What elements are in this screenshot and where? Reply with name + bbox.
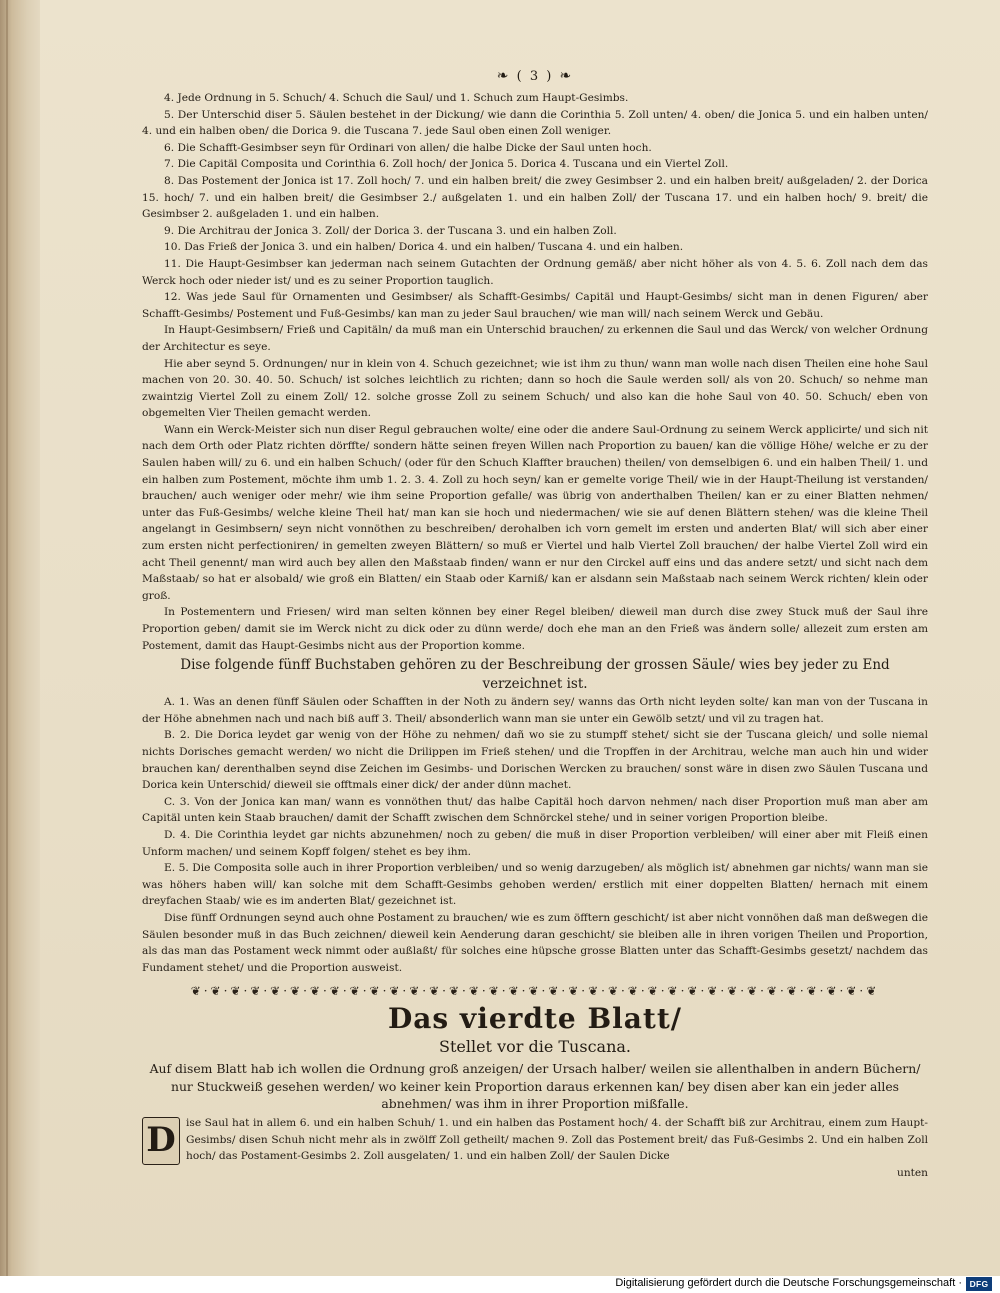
dropcap-body: ise Saul hat in allem 6. und ein halben Schuh/ 1. und ein halben das Postament hoch/ 4. der Schafft biß zur Architrau, einem zum Haupt-Gesimbs/ disen Schuh nicht mehr als in zwölff Zoll getheilt/ machen 9. Zoll das Postement breit/ das Fuß-Gesimbs 2. Und ein halben Zoll hoch/ das Postament-Gesimbs 2. Zoll ausgelaten/ 1. und ein halben Zoll/ der Saulen Dicke [186,1117,928,1163]
rule-paragraph: 9. Die Architrau der Jonica 3. Zoll/ der Dorica 3. der Tuscana 3. und ein halben Zoll. [164,224,617,237]
letters-heading: Dise folgende fünff Buchstaben gehören zu der Beschreibung der grossen Säule/ wies bey jeder zu End verzeichnet ist. [180,657,890,693]
page-text [142,62,928,1181]
dropcap-paragraph [142,1115,928,1165]
rule-paragraph: 11. Die Haupt-Gesimbser kan jederman nach seinem Gutachten der Ordnung gemäß/ aber nicht höher als von 4. 5. 6. Zoll nach dem das Werck hoch oder nieder ist/ und es zu seiner Proportion tauglich. [142,257,928,287]
rule-paragraph: 12. Was jede Saul für Ornamenten und Gesimbser/ als Schafft-Gesimbs/ Capitäl und Haupt-Gesimbs/ sicht man in denen Figuren/ aber Schafft-Gesimbs/ Postement und Fuß-Gesimbs/ kan man zu jeder Saul brauchen/ wie man will/ nach seinem Werck und Gebäu. [142,291,928,320]
letter-note: B. 2. Die Dorica leydet gar wenig von der Höhe zu nehmen/ dañ wo sie zu stumpff stehet/ sicht sie der Tuscana gleich/ und solle niemal nichts Dorisches gemacht werden/ wo nicht die Drilippen im Frieß stehen/ und die Tropffen in der Architrau, welche man auch hin und wider brauchen kan/ derenthalben seynd dise Zeichen im Gesimbs- und Dorischen Wercken zu brauchen/ sonst wäre in disen zwo Säulen Tuscana und Dorica kein Unterschid/ dieweil sie offtmals einer dick/ der ander dünn machet. [142,729,928,792]
rule-paragraph: In Haupt-Gesimbsern/ Frieß und Capitäln/ da muß man ein Unterschid brauchen/ zu erkennen die Saul und das Werck/ von welcher Ordnung der Architectur es seye. [142,324,928,353]
folio-ornament-left-icon: ❧ [496,68,511,84]
numbered-rules [142,90,928,654]
letter-note: C. 3. Von der Jonica kan man/ wann es vonnöthen thut/ das halbe Capitäl hoch darvon nehmen/ nach diser Proportion muß man aber am Capitäl unten kein Staab brauchen/ damit der Schafft zwischen dem Schnörckel stehe/ und in seiner vorigen Proportion bleibe. [142,795,928,825]
rule-paragraph: Wann ein Werck-Meister sich nun diser Regul gebrauchen wolte/ eine oder die andere Saul-Ordnung zu seinem Werck applicirte/ und sich nit nach dem Orth oder Platz richten dörffte/ sondern hätte seinen freyen Willen nach Proportion zu bauen/ kan die völlige Höhe/ welche er zu der Saulen haben will/ zu 6. und ein halben Schuch/ (oder für den Schuch Klaffter brauchen) theilen/ von demselbigen 6. und ein halben Theil/ 1. und ein halben zum Postement, möchte ihm umb 1. 2. 3. 4. Zoll zu hoch seyn/ kan er gemelte vorige Theil/ wie in der Haupt-Theilung ist verstanden/ brauchen/ auch weniger oder mehr/ wie ihm seine Proportion gefalle/ was übrig von anderthalben Theilen/ kan er zu einer Blatten nehmen/ unter das Fuß-Gesimbs/ welche kleine Theil hat/ man kan sie hoch und niedermachen/ wie sie auf denen Blättern stehen/ was die kleine Theil angelangt in Gesimbsern/ seyn nicht vonnöthen zu beschreiben/ derohalben ich vorn gemelt im ersten und anderten Blat/ will sich aber einer zum ersten nicht perfectioniren/ in gemelten zweyen Blättern/ so muß er Viertel und halb Viertel Zoll brauchen/ der halbe Viertel Zoll wird ein acht Theil genennt/ man wird auch bey allen den Maßstaab finden/ wann er nur den Circkel auff eins und das andere setzt/ und sicht nach dem Maßstaab/ so hat er alsobald/ wie groß ein Blatten/ ein Staab oder Karniß/ kan er alsdann sein Maßstaab nach seinem Werck richten/ klein oder groß. [142,423,928,602]
rule-paragraph: Hie aber seynd 5. Ordnungen/ nur in klein von 4. Schuch gezeichnet; wie ist ihm zu thun/ wann man wolle nach disen Theilen eine hohe Saul machen von 20. 30. 40. 50. Schuch/ ist solches leichtlich zu richten; dann so hoch die Saule werden soll/ als von 20. Schuch/ so nehme man zwaintzig Viertel Zoll zu einem Zoll/ 12. solche grosse Zoll zu seinem Schuch/ und also kan die hohe Saul von 40. 50. Schuch/ eben von obgemelten Vier Theilen gemacht werden. [142,357,928,420]
letter-note: D. 4. Die Corinthia leydet gar nichts abzunehmen/ noch zu geben/ die muß in diser Proportion verbleiben/ will einer aber mit Fleiß einen Unform machen/ und seinem Kopff folgen/ stehet es bey ihm. [142,828,928,858]
rule-paragraph: 10. Das Frieß der Jonica 3. und ein halben/ Dorica 4. und ein halben/ Tuscana 4. und ein halben. [164,241,684,254]
book-binding-edge [0,0,40,1276]
letter-note: A. 1. Was an denen fünff Säulen oder Schafften in der Noth zu ändern sey/ wanns das Orth nicht leyden solte/ kan man von der Tuscana in der Höhe abnehmen nach und nach biß auff 3. Theil/ absonderlich wann man sie unter ein Gewölb setzt/ und vil zu tragen hat. [142,696,928,725]
footer-bar [0,1276,1000,1293]
catchword: unten [897,1166,928,1179]
rule-paragraph: In Postementern und Friesen/ wird man selten können bey einer Regel bleiben/ dieweil man durch dise zwey Stuck muß der Saul ihre Proportion geben/ damit sie im Werck nicht zu dick oder zu dünn werde/ doch ehe man an den Frieß was ändern solle/ allezeit zum ersten am Postement, damit das Haupt-Gesimbs nicht aus der Proportion komme. [142,606,928,652]
folio-ornament-right-icon: ❧ [559,68,574,84]
rule-paragraph: 5. Der Unterschid diser 5. Säulen bestehet in der Dickung/ wie dann die Corinthia 5. Zoll unten/ 4. oben/ die Jonica 5. und ein halben unten/ 4. und ein halben oben/ die Dorica 9. die Tuscana 7. jede Saul oben einen Zoll weniger. [142,108,928,138]
letter-note: Dise fünff Ordnungen seynd auch ohne Postament zu brauchen/ wie es zum öfftern geschicht/ ist aber nicht vonnöhen daß man deßwegen die Säulen besonder muß in das Buch zeichnen/ dieweil kein Aenderung daran geschicht/ sie bleiben alle in ihren vorigen Theilen und Proportion, als das man das Postament weck nimmt oder außlaßt/ für solches eine hüpsche grosse Blatten unter das Schafft-Gesimbs gesetzt/ nachdem das Fundament stehet/ und die Proportion ausweist. [142,911,928,974]
rule-paragraph: 4. Jede Ordnung in 5. Schuch/ 4. Schuch die Saul/ und 1. Schuch zum Haupt-Gesimbs. [164,92,629,104]
section-intro: Auf disem Blatt hab ich wollen die Ordnung groß anzeigen/ der Ursach halber/ weilen sie allenthalben in andern Büchern/ nur Stuckweiß gesehen werden/ wo keiner kein Proportion daraus erkennen kan/ bey disen aber kan ein jeder alles abnehmen/ was ihm in ihrer Proportion mißfalle. [149,1061,921,1112]
letter-notes [142,694,928,976]
rule-paragraph: 8. Das Postement der Jonica ist 17. Zoll hoch/ 7. und ein halben breit/ die zwey Gesimbser 2. und ein halben breit/ außgeladen/ 2. der Dorica 15. hoch/ 7. und ein halben breit/ die Gesimbser 2./ außgelaten 1. und ein halben Zoll/ der Tuscana 17. und ein halben hoch/ 9. breit/ die Gesimbser 2. außgeladen 1. und ein halben. [142,174,928,221]
letter-note: E. 5. Die Composita solle auch in ihrer Proportion verbleiben/ und so wenig darzugeben/ als möglich ist/ abnehmen gar nichts/ wann man sie was höhers haben will/ kan solche mit dem Schafft-Gesimbs gehoben werden/ erstlich mit einer doppelten Blatten/ hernach mit einem dreyfachen Staab/ wie es im anderten Blat/ gezeichnet ist. [142,862,928,908]
rule-paragraph: 6. Die Schafft-Gesimbser seyn für Ordinari von allen/ die halbe Dicke der Saul unten hoch. [164,141,652,154]
ornamental-divider: ❦·❦·❦·❦·❦·❦·❦·❦·❦·❦·❦·❦·❦·❦·❦·❦·❦·❦·❦·❦·❦·❦·❦·❦·❦·❦·❦·❦·❦·❦·❦·❦·❦·❦·❦ [190,984,880,999]
page-number [142,62,928,90]
dropcap-letter: D [142,1117,180,1165]
section-subtitle: Stellet vor die Tuscana. [438,1037,631,1057]
funding-note: Digitalisierung gefördert durch die Deutsche Forschungsgemeinschaft · [615,1277,962,1289]
section-title: Das vierdte Blatt/ [387,1002,683,1036]
folio-number: ( 3 ) [516,69,554,84]
rule-paragraph: 7. Die Capitäl Composita und Corinthia 6. Zoll hoch/ der Jonica 5. Dorica 4. Tuscana und ein Viertel Zoll. [164,158,729,171]
dfg-logo-icon: DFG [966,1277,992,1291]
